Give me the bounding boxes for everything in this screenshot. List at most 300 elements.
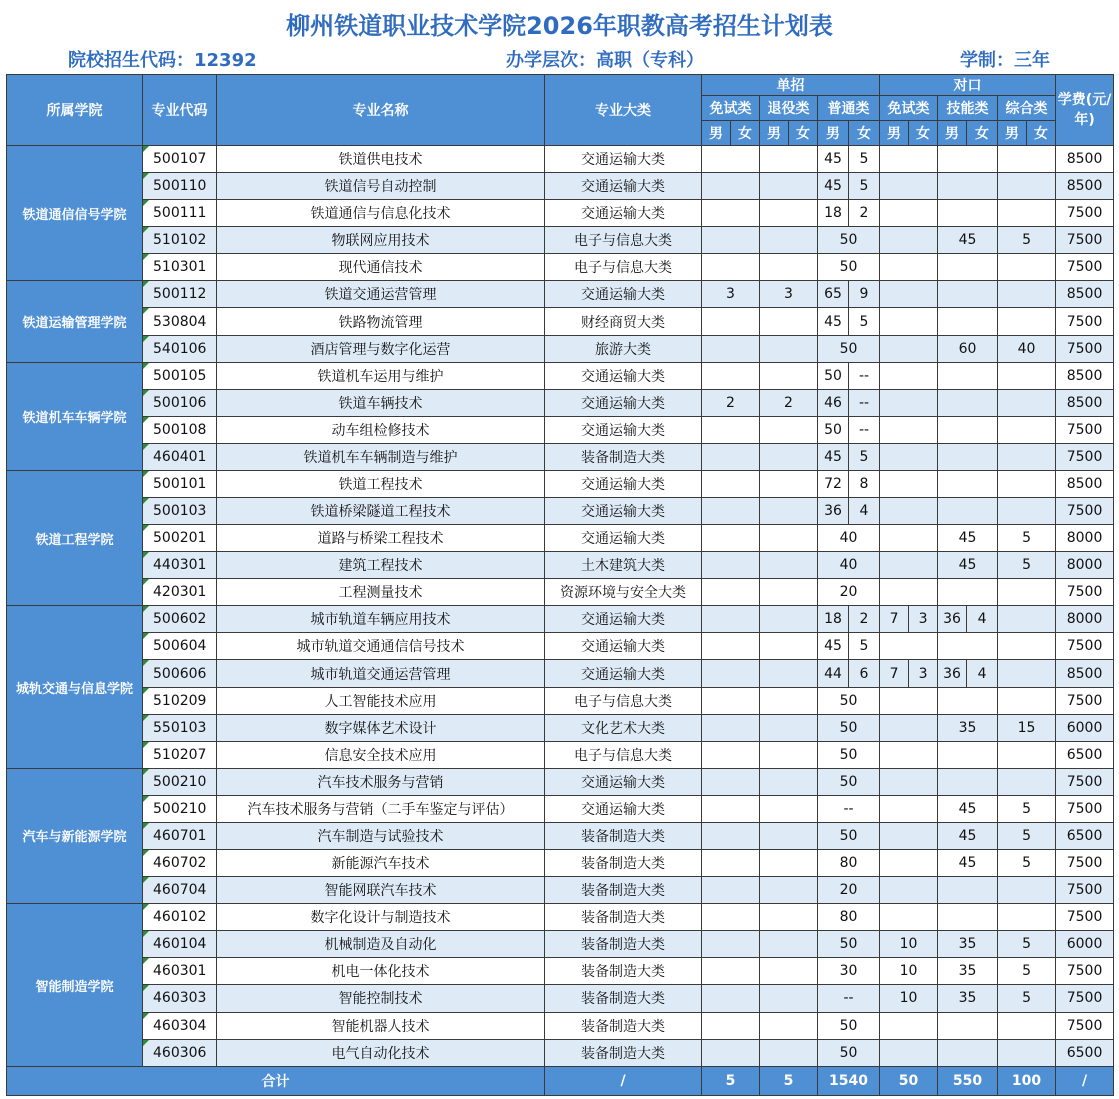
fee-value: 7500 xyxy=(1056,904,1114,931)
header-duikou-jineng: 技能类 xyxy=(938,96,998,121)
major-category: 交通运输大类 xyxy=(545,470,702,497)
total-danzhao-mianshi: 5 xyxy=(702,1067,760,1096)
danzhao-putong-female: 9 xyxy=(849,281,880,308)
major-category: 文化艺术大类 xyxy=(545,714,702,741)
major-name: 铁道供电技术 xyxy=(217,146,545,173)
duikou-jineng xyxy=(938,254,998,281)
header-danzhao-tuiyi: 退役类 xyxy=(760,96,818,121)
major-category: 交通运输大类 xyxy=(545,362,702,389)
duikou-zonghe xyxy=(998,579,1056,606)
duikou-jineng: 35 xyxy=(938,985,998,1012)
duikou-mianshi xyxy=(880,1039,938,1066)
duikou-mianshi xyxy=(880,525,938,552)
fee-value: 7500 xyxy=(1056,308,1114,335)
danzhao-mianshi xyxy=(702,714,760,741)
duikou-mianshi xyxy=(880,714,938,741)
danzhao-putong: 40 xyxy=(818,525,880,552)
danzhao-tuiyi xyxy=(760,795,818,822)
danzhao-mianshi xyxy=(702,173,760,200)
duikou-jineng xyxy=(938,741,998,768)
major-code: 510207 xyxy=(143,741,217,768)
duikou-zonghe: 5 xyxy=(998,822,1056,849)
table-row xyxy=(7,579,1114,606)
major-name: 铁道交通运营管理 xyxy=(217,281,545,308)
table-row xyxy=(7,714,1114,741)
duikou-zonghe xyxy=(998,308,1056,335)
major-name: 铁道机车车辆制造与维护 xyxy=(217,443,545,470)
danzhao-mianshi xyxy=(702,254,760,281)
duikou-mianshi xyxy=(880,416,938,443)
danzhao-mianshi: 3 xyxy=(702,281,760,308)
school-cell: 铁道机车车辆学院 xyxy=(7,362,143,470)
duikou-zonghe: 5 xyxy=(998,525,1056,552)
table-row xyxy=(7,768,1114,795)
school-cell: 智能制造学院 xyxy=(7,904,143,1067)
danzhao-putong: 50 xyxy=(818,741,880,768)
header-male: 男 xyxy=(938,121,967,146)
duikou-jineng xyxy=(938,498,998,525)
major-name: 城市轨道交通运营管理 xyxy=(217,660,545,687)
duikou-mianshi xyxy=(880,850,938,877)
fee-value: 7500 xyxy=(1056,1012,1114,1039)
duikou-mianshi xyxy=(880,633,938,660)
major-code: 500106 xyxy=(143,389,217,416)
header-male: 男 xyxy=(702,121,731,146)
header-danzhao: 单招 xyxy=(702,75,880,96)
danzhao-putong: 20 xyxy=(818,579,880,606)
major-category: 装备制造大类 xyxy=(545,443,702,470)
table-row xyxy=(7,335,1114,362)
danzhao-tuiyi xyxy=(760,200,818,227)
header-duikou: 对口 xyxy=(880,75,1056,96)
major-category: 交通运输大类 xyxy=(545,660,702,687)
danzhao-tuiyi xyxy=(760,1039,818,1066)
danzhao-tuiyi xyxy=(760,904,818,931)
major-name: 铁路物流管理 xyxy=(217,308,545,335)
major-code: 510301 xyxy=(143,254,217,281)
danzhao-putong: 50 xyxy=(818,768,880,795)
table-row xyxy=(7,795,1114,822)
duikou-zonghe xyxy=(998,768,1056,795)
header-female: 女 xyxy=(967,121,998,146)
major-code: 460701 xyxy=(143,822,217,849)
fee-value: 8000 xyxy=(1056,525,1114,552)
major-name: 机械制造及自动化 xyxy=(217,931,545,958)
header-female: 女 xyxy=(1027,121,1056,146)
duikou-zonghe xyxy=(998,687,1056,714)
total-danzhao-putong: 1540 xyxy=(818,1067,880,1096)
table-row xyxy=(7,362,1114,389)
major-code: 500602 xyxy=(143,606,217,633)
danzhao-putong-male: 18 xyxy=(818,606,849,633)
duikou-zonghe: 5 xyxy=(998,552,1056,579)
duikou-mianshi xyxy=(880,552,938,579)
major-code: 460304 xyxy=(143,1012,217,1039)
danzhao-mianshi xyxy=(702,822,760,849)
total-category: / xyxy=(545,1067,702,1096)
duikou-mianshi xyxy=(880,335,938,362)
danzhao-tuiyi xyxy=(760,714,818,741)
table-row xyxy=(7,985,1114,1012)
danzhao-putong: 50 xyxy=(818,1039,880,1066)
danzhao-mianshi xyxy=(702,579,760,606)
fee-value: 7500 xyxy=(1056,850,1114,877)
major-name: 机电一体化技术 xyxy=(217,958,545,985)
major-code: 500210 xyxy=(143,768,217,795)
major-category: 装备制造大类 xyxy=(545,822,702,849)
danzhao-putong: 50 xyxy=(818,1012,880,1039)
fee-value: 7500 xyxy=(1056,958,1114,985)
danzhao-tuiyi xyxy=(760,308,818,335)
major-name: 动车组检修技术 xyxy=(217,416,545,443)
header-male: 男 xyxy=(760,121,789,146)
fee-value: 8000 xyxy=(1056,552,1114,579)
danzhao-putong: 20 xyxy=(818,877,880,904)
major-category: 装备制造大类 xyxy=(545,877,702,904)
danzhao-tuiyi xyxy=(760,362,818,389)
danzhao-putong-male: 72 xyxy=(818,470,849,497)
danzhao-mianshi xyxy=(702,200,760,227)
danzhao-mianshi xyxy=(702,552,760,579)
danzhao-mianshi xyxy=(702,525,760,552)
major-name: 城市轨道车辆应用技术 xyxy=(217,606,545,633)
major-code: 460301 xyxy=(143,958,217,985)
danzhao-tuiyi xyxy=(760,958,818,985)
fee-value: 7500 xyxy=(1056,985,1114,1012)
major-name: 人工智能技术应用 xyxy=(217,687,545,714)
header-male: 男 xyxy=(880,121,909,146)
danzhao-putong-male: 45 xyxy=(818,173,849,200)
danzhao-putong: 30 xyxy=(818,958,880,985)
major-code: 460702 xyxy=(143,850,217,877)
duikou-jineng xyxy=(938,146,998,173)
major-code: 500111 xyxy=(143,200,217,227)
major-name: 电气自动化技术 xyxy=(217,1039,545,1066)
table-row xyxy=(7,660,1114,687)
duikou-mianshi xyxy=(880,146,938,173)
major-category: 交通运输大类 xyxy=(545,498,702,525)
major-category: 财经商贸大类 xyxy=(545,308,702,335)
danzhao-putong: -- xyxy=(818,795,880,822)
major-category: 交通运输大类 xyxy=(545,525,702,552)
school-cell: 铁道工程学院 xyxy=(7,470,143,605)
total-fee: / xyxy=(1056,1067,1114,1096)
table-row xyxy=(7,254,1114,281)
duikou-zonghe xyxy=(998,633,1056,660)
major-code: 500101 xyxy=(143,470,217,497)
major-category: 电子与信息大类 xyxy=(545,254,702,281)
danzhao-tuiyi xyxy=(760,498,818,525)
major-code: 550103 xyxy=(143,714,217,741)
header-category: 专业大类 xyxy=(545,75,702,146)
duikou-mianshi xyxy=(880,254,938,281)
duikou-mianshi xyxy=(880,389,938,416)
enrollment-plan-table xyxy=(6,74,1114,1096)
danzhao-mianshi xyxy=(702,416,760,443)
fee-value: 6000 xyxy=(1056,931,1114,958)
major-name: 城市轨道交通通信信号技术 xyxy=(217,633,545,660)
fee-value: 6500 xyxy=(1056,741,1114,768)
duikou-jineng: 35 xyxy=(938,714,998,741)
major-code: 460306 xyxy=(143,1039,217,1066)
duikou-jineng xyxy=(938,308,998,335)
danzhao-tuiyi xyxy=(760,579,818,606)
duikou-jineng xyxy=(938,877,998,904)
table-row xyxy=(7,931,1114,958)
duikou-jineng: 60 xyxy=(938,335,998,362)
duikou-jineng-male: 36 xyxy=(938,606,967,633)
danzhao-mianshi xyxy=(702,498,760,525)
duikou-zonghe xyxy=(998,416,1056,443)
total-duikou-zonghe: 100 xyxy=(998,1067,1056,1096)
major-category: 交通运输大类 xyxy=(545,768,702,795)
table-row xyxy=(7,1039,1114,1066)
major-category: 旅游大类 xyxy=(545,335,702,362)
danzhao-putong: 50 xyxy=(818,254,880,281)
danzhao-putong-male: 45 xyxy=(818,633,849,660)
danzhao-putong-male: 44 xyxy=(818,660,849,687)
danzhao-putong: -- xyxy=(818,985,880,1012)
major-code: 500108 xyxy=(143,416,217,443)
fee-value: 7500 xyxy=(1056,579,1114,606)
danzhao-putong-male: 45 xyxy=(818,443,849,470)
major-name: 铁道桥梁隧道工程技术 xyxy=(217,498,545,525)
major-code: 420301 xyxy=(143,579,217,606)
major-name: 铁道工程技术 xyxy=(217,470,545,497)
table-row xyxy=(7,822,1114,849)
major-code: 500201 xyxy=(143,525,217,552)
duikou-mianshi xyxy=(880,173,938,200)
duikou-jineng xyxy=(938,579,998,606)
danzhao-mianshi xyxy=(702,308,760,335)
header-female: 女 xyxy=(789,121,818,146)
major-code: 500112 xyxy=(143,281,217,308)
table-row xyxy=(7,687,1114,714)
danzhao-putong-female: 5 xyxy=(849,173,880,200)
table-row xyxy=(7,1012,1114,1039)
header-male: 男 xyxy=(818,121,849,146)
fee-value: 7500 xyxy=(1056,498,1114,525)
header-code: 专业代码 xyxy=(143,75,217,146)
fee-value: 8500 xyxy=(1056,660,1114,687)
duikou-mianshi xyxy=(880,1012,938,1039)
major-category: 电子与信息大类 xyxy=(545,741,702,768)
danzhao-putong: 50 xyxy=(818,822,880,849)
school-code-label: 院校招生代码：12392 xyxy=(68,50,257,71)
fee-value: 8500 xyxy=(1056,389,1114,416)
duikou-jineng xyxy=(938,362,998,389)
header-duikou-mianshi: 免试类 xyxy=(880,96,938,121)
major-category: 交通运输大类 xyxy=(545,795,702,822)
duikou-jineng: 45 xyxy=(938,525,998,552)
fee-value: 8500 xyxy=(1056,146,1114,173)
duikou-mianshi-male: 7 xyxy=(880,660,909,687)
header-fee: 学费(元/年) xyxy=(1056,75,1114,146)
danzhao-tuiyi xyxy=(760,633,818,660)
duikou-zonghe xyxy=(998,498,1056,525)
danzhao-putong: 80 xyxy=(818,850,880,877)
table-row xyxy=(7,552,1114,579)
fee-value: 7500 xyxy=(1056,200,1114,227)
danzhao-mianshi xyxy=(702,877,760,904)
major-name: 汽车制造与试验技术 xyxy=(217,822,545,849)
major-code: 440301 xyxy=(143,552,217,579)
duikou-mianshi xyxy=(880,904,938,931)
duikou-zonghe: 40 xyxy=(998,335,1056,362)
duikou-jineng: 35 xyxy=(938,931,998,958)
duikou-zonghe xyxy=(998,877,1056,904)
danzhao-mianshi xyxy=(702,443,760,470)
duikou-mianshi xyxy=(880,877,938,904)
duikou-mianshi xyxy=(880,822,938,849)
danzhao-tuiyi xyxy=(760,660,818,687)
table-row xyxy=(7,146,1114,173)
major-category: 装备制造大类 xyxy=(545,958,702,985)
duikou-zonghe: 5 xyxy=(998,795,1056,822)
danzhao-putong: 80 xyxy=(818,904,880,931)
header-duikou-zonghe: 综合类 xyxy=(998,96,1056,121)
school-cell: 汽车与新能源学院 xyxy=(7,768,143,903)
table-row xyxy=(7,850,1114,877)
major-code: 500103 xyxy=(143,498,217,525)
danzhao-putong-female: 5 xyxy=(849,146,880,173)
header-female: 女 xyxy=(849,121,880,146)
page-title: 柳州铁道职业技术学院2026年职教高考招生计划表 xyxy=(286,12,833,40)
major-code: 500107 xyxy=(143,146,217,173)
major-name: 智能网联汽车技术 xyxy=(217,877,545,904)
duikou-jineng xyxy=(938,281,998,308)
major-category: 装备制造大类 xyxy=(545,850,702,877)
duikou-jineng xyxy=(938,687,998,714)
fee-value: 7500 xyxy=(1056,877,1114,904)
danzhao-putong-male: 46 xyxy=(818,389,849,416)
duikou-mianshi: 10 xyxy=(880,931,938,958)
duikou-zonghe: 5 xyxy=(998,850,1056,877)
duikou-zonghe xyxy=(998,389,1056,416)
duikou-mianshi-female: 3 xyxy=(909,660,938,687)
major-category: 交通运输大类 xyxy=(545,200,702,227)
duikou-jineng: 45 xyxy=(938,822,998,849)
major-category: 交通运输大类 xyxy=(545,173,702,200)
major-code: 530804 xyxy=(143,308,217,335)
danzhao-mianshi xyxy=(702,335,760,362)
fee-value: 7500 xyxy=(1056,443,1114,470)
fee-value: 7500 xyxy=(1056,795,1114,822)
major-category: 交通运输大类 xyxy=(545,146,702,173)
duikou-mianshi xyxy=(880,227,938,254)
education-level-label: 办学层次：高职（专科） xyxy=(506,50,704,71)
danzhao-mianshi xyxy=(702,931,760,958)
danzhao-mianshi xyxy=(702,1039,760,1066)
duikou-jineng: 45 xyxy=(938,552,998,579)
duikou-zonghe xyxy=(998,1039,1056,1066)
duikou-jineng xyxy=(938,904,998,931)
major-name: 汽车技术服务与营销 xyxy=(217,768,545,795)
danzhao-putong-female: 2 xyxy=(849,606,880,633)
duikou-zonghe xyxy=(998,660,1056,687)
major-name: 智能机器人技术 xyxy=(217,1012,545,1039)
fee-value: 7500 xyxy=(1056,633,1114,660)
danzhao-mianshi xyxy=(702,687,760,714)
major-name: 数字化设计与制造技术 xyxy=(217,904,545,931)
major-name: 铁道通信与信息化技术 xyxy=(217,200,545,227)
danzhao-putong: 50 xyxy=(818,335,880,362)
header-female: 女 xyxy=(909,121,938,146)
duikou-zonghe xyxy=(998,470,1056,497)
danzhao-mianshi xyxy=(702,985,760,1012)
duikou-mianshi xyxy=(880,498,938,525)
duikou-zonghe xyxy=(998,1012,1056,1039)
major-code: 510102 xyxy=(143,227,217,254)
major-name: 汽车技术服务与营销（二手车鉴定与评估） xyxy=(217,795,545,822)
danzhao-mianshi xyxy=(702,470,760,497)
major-code: 500110 xyxy=(143,173,217,200)
fee-value: 7500 xyxy=(1056,227,1114,254)
danzhao-mianshi xyxy=(702,850,760,877)
duikou-jineng: 45 xyxy=(938,795,998,822)
header-male: 男 xyxy=(998,121,1027,146)
major-name: 铁道信号自动控制 xyxy=(217,173,545,200)
major-category: 装备制造大类 xyxy=(545,1039,702,1066)
total-duikou-jineng: 550 xyxy=(938,1067,998,1096)
danzhao-putong-male: 45 xyxy=(818,308,849,335)
duikou-mianshi xyxy=(880,200,938,227)
table-row xyxy=(7,227,1114,254)
danzhao-tuiyi xyxy=(760,985,818,1012)
school-cell: 铁道运输管理学院 xyxy=(7,281,143,362)
duikou-zonghe: 15 xyxy=(998,714,1056,741)
danzhao-tuiyi: 3 xyxy=(760,281,818,308)
major-name: 建筑工程技术 xyxy=(217,552,545,579)
table-row xyxy=(7,741,1114,768)
duikou-zonghe xyxy=(998,173,1056,200)
table-row xyxy=(7,633,1114,660)
major-category: 装备制造大类 xyxy=(545,985,702,1012)
danzhao-mianshi xyxy=(702,958,760,985)
fee-value: 6500 xyxy=(1056,822,1114,849)
danzhao-tuiyi xyxy=(760,822,818,849)
duikou-jineng xyxy=(938,768,998,795)
duikou-zonghe xyxy=(998,281,1056,308)
fee-value: 8500 xyxy=(1056,281,1114,308)
table-row xyxy=(7,470,1114,497)
duikou-jineng: 45 xyxy=(938,227,998,254)
danzhao-putong-female: 6 xyxy=(849,660,880,687)
duikou-zonghe xyxy=(998,606,1056,633)
table-row xyxy=(7,606,1114,633)
duikou-zonghe xyxy=(998,904,1056,931)
duikou-zonghe: 5 xyxy=(998,227,1056,254)
danzhao-putong-male: 45 xyxy=(818,146,849,173)
duikou-jineng xyxy=(938,1039,998,1066)
duikou-mianshi xyxy=(880,768,938,795)
major-category: 资源环境与安全大类 xyxy=(545,579,702,606)
danzhao-putong: 50 xyxy=(818,227,880,254)
table-row xyxy=(7,525,1114,552)
header-danzhao-putong: 普通类 xyxy=(818,96,880,121)
major-category: 交通运输大类 xyxy=(545,416,702,443)
major-code: 500606 xyxy=(143,660,217,687)
duikou-zonghe: 5 xyxy=(998,931,1056,958)
major-name: 酒店管理与数字化运营 xyxy=(217,335,545,362)
duikou-zonghe xyxy=(998,362,1056,389)
danzhao-tuiyi xyxy=(760,443,818,470)
fee-value: 7500 xyxy=(1056,768,1114,795)
duikou-mianshi xyxy=(880,687,938,714)
danzhao-mianshi xyxy=(702,795,760,822)
header-female: 女 xyxy=(731,121,760,146)
danzhao-tuiyi xyxy=(760,173,818,200)
